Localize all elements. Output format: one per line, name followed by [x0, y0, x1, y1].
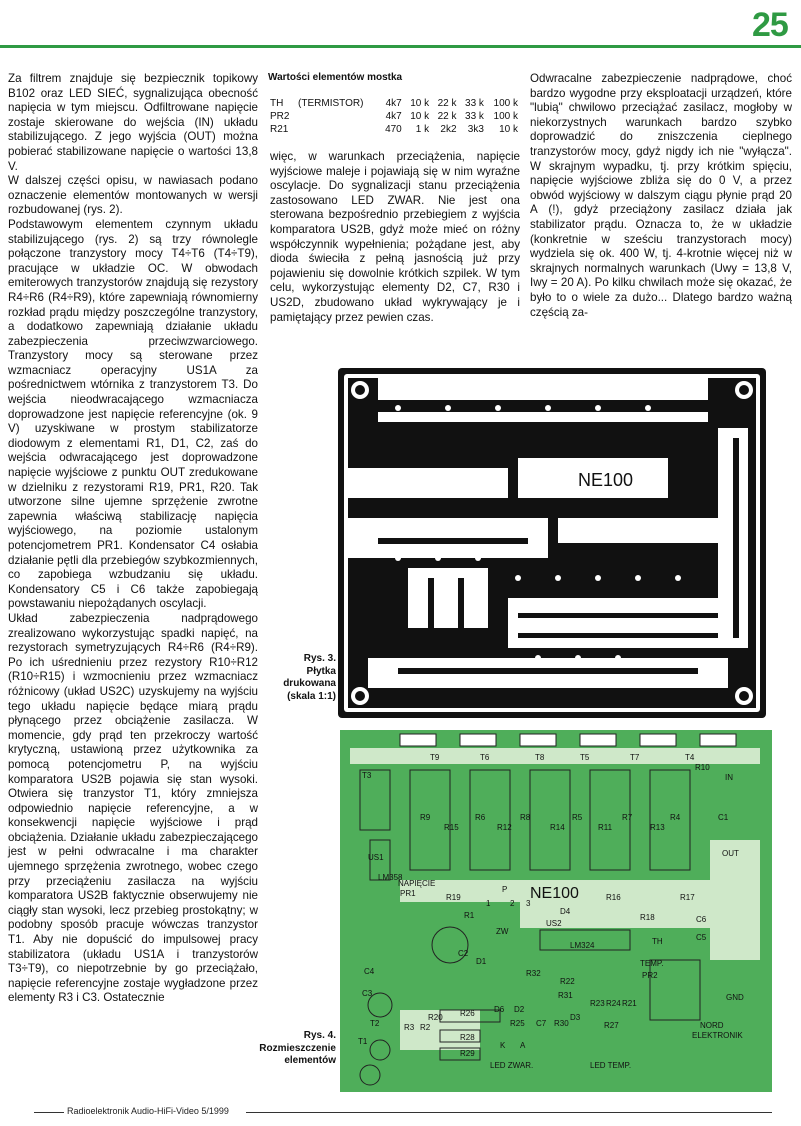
label-th: TH	[652, 937, 663, 946]
label-t3: T3	[362, 771, 372, 780]
component-layout-figure	[340, 730, 772, 1092]
label-r19: R19	[446, 893, 461, 902]
label-c5: C5	[696, 933, 707, 942]
label-r24: R24	[606, 999, 621, 1008]
layout-board-label: NE100	[530, 885, 579, 902]
cell: 4k7	[385, 111, 402, 122]
caption-line: elementów	[284, 1055, 336, 1066]
label-napiecie: NAPIĘCIE	[398, 879, 436, 888]
label-r17: R17	[680, 893, 695, 902]
label-t9: T9	[430, 753, 440, 762]
caption-line: drukowana	[283, 678, 336, 689]
cell: 10 k	[410, 98, 430, 109]
label-r10: R10	[695, 763, 710, 772]
cell: 2k2	[440, 124, 457, 135]
label-lm324: LM324	[570, 941, 595, 950]
label-r21: R21	[622, 999, 637, 1008]
label-in: IN	[725, 773, 733, 782]
label-r31: R31	[558, 991, 573, 1000]
paragraph: W dalszej części opisu, w nawiasach podano oznaczenie elementów montowanych w wersji rozbudowanej (rys. 2).	[8, 174, 258, 217]
paragraph: Układ zabezpieczenia nadprądowego zrealizowano wykorzystując spadki napięć, na rezystorach symetryzujących R4÷R6 (R4÷R9). Po ich uśrednieniu przez rezystory R10÷R12 (R10÷R15) i wzmocnieniu przez wzmacniacz różnicowy (układ US2C) uzyskujemy na wyjściu tego układu napięcie będące miarą prądu płynącego przez obciążenie zasilacza. W momencie, gdy prąd ten przekroczy wartość krytyczną, ustawioną przez użytkownika za pomocą potencjometru P, na wyjściu komparatora US2B pojawia się stan wysoki. Otwiera się tranzystor T1, który zmniejsza odpowiednio napięcie referencyjne, a w konsekwencji napięcie wyjściowe i prąd obciążenia. Działanie układu zabezpieczającego jest w pełni odwracalne i ma charakter ujemnego sprzężenia zwrotnego, wobec czego przy przeciążeniu zasilacza na wyjściu komparatora US2B faktycznie obserwujemy nie ciągły stan wysoki, lecz przebieg prostokątny; w podobny sposób pracuje wówczas tranzystor T1. Aby nie dopuścić do impulsowej pracy stabilizatora (układu US1A i tranzystorów T3÷T9), co niepotrzebnie by go przeciążało, napięcie referencyjne zostaje wygładzone przez elementy R3 i C3. Ostatecznie	[8, 611, 258, 1005]
footer: Radioelektronik Audio-HiFi-Video 5/1999	[67, 1106, 229, 1116]
cell: 10 k	[410, 111, 430, 122]
label-r2: R2	[420, 1023, 431, 1032]
label-r3: R3	[404, 1023, 415, 1032]
label-c1: C1	[718, 813, 729, 822]
label-r11: R11	[598, 823, 613, 832]
caption-line: Rys. 4.	[303, 1030, 336, 1041]
figure-4-caption	[250, 1030, 336, 1068]
label-out: OUT	[722, 849, 739, 858]
bridge-values-table	[268, 72, 520, 136]
table-row	[268, 123, 520, 136]
label-d2: D2	[514, 1005, 525, 1014]
label-r28: R28	[460, 1033, 475, 1042]
label-lm358: LM358	[378, 873, 403, 882]
label-nord: NORD	[700, 1021, 724, 1030]
cell: 100 k	[493, 111, 518, 122]
label-c7: C7	[536, 1019, 547, 1028]
label-r32: R32	[526, 969, 541, 978]
label-r7: R7	[622, 813, 633, 822]
label-r4: R4	[670, 813, 681, 822]
caption-line: (skala 1:1)	[287, 690, 336, 702]
label-r15: R15	[444, 823, 459, 832]
label-pin-2: 2	[510, 899, 515, 908]
text-column-3	[530, 72, 792, 320]
label-r30: R30	[554, 1019, 569, 1028]
page-number: 25	[752, 6, 788, 44]
values-table	[268, 97, 520, 136]
label-r13: R13	[650, 823, 665, 832]
footer-rule	[34, 1112, 64, 1113]
paragraph: Podstawowym elementem czynnym układu stabilizującego (rys. 2) są trzy równolegle połączone tranzystory mocy T4÷T6 (T4÷T9), pracujące w układzie OC. W obwodach emiterowych tranzystorów znajdują się rezystory R4÷R6 (R4÷R9), które zapewniają równomierny rozkład prądu między poszczególne tranzystory, a dodatkowo zapewniają działanie układu zabezpieczenia przeciwzwarciowego. Tranzystory mocy są sterowane przez wzmacniacz operacyjny US1A za pośrednictwem wtórnika z tranzystorem T3. Do wejścia nieodwracającego wzmacniacza doprowadzone jest napięcie referencyjne (ok. 9 V) uzyskiwane w prostym stabilizatorze diodowym z elementami R1, D1, C2, zaś do wejścia odwracającego jest doprowadzone napięcie wyjściowe z punktu OUT zredukowane w dzielniku z rezystorami R19, PR1, R20. Tak utworzone silne ujemne sprzężenie zwrotne zapewnia właściwą stabilizację napięcia wyjściowego, na poziomie ustalonym potencjometrem PR1. Kondensator C4 osłabia działanie pętli dla przebiegów szybkozmiennych, co zapobiega wzbudzaniu się układu. Kondensatory C5 i C6 także zapobiegają powstawaniu niepożądanych oscylacji.	[8, 217, 258, 611]
label-c4: C4	[364, 967, 375, 976]
label-pr1: PR1	[400, 889, 416, 898]
table-row	[268, 97, 520, 110]
label-d1: D1	[476, 957, 487, 966]
pcb-board-label: NE100	[578, 470, 634, 490]
label-r16: R16	[606, 893, 621, 902]
label-r5: R5	[572, 813, 583, 822]
label-r25: R25	[510, 1019, 525, 1028]
caption-line: Rys. 3.	[303, 653, 336, 664]
paragraph: Odwracalne zabezpieczenie nadprądowe, choć bardzo wygodne przy eksploatacji urządzeń, które "lubią" chwilowo przeciążać zasilacz, mogłoby w niekorzystnych warunkach bardzo szybko doprowadzić do zniszczenia cieplnego tranzystorów mocy, gdyż nigdy ich nie "wyłącza". W skrajnym wypadku, tj. przy krótkim spięciu, napięcie wyjściowe zbliża się do 0 V, a przez obwód wyjściowy w dalszym ciągu płynie prąd 20 A (!), gdyż przeciążony zasilacz działa jak stabilizator prądu. Oznacza to, że w układzie (konkretnie w sześciu tranzystorach mocy) wydziela się ok. 400 W, tj. 4-krotnie więcej niż w skrajnych normalnych warunkach (Uwy = 13,8 V, Iwy = 20 A). Po kilku chwilach może się okazać, że było to o wiele za dużo... Dlatego bardzo ważną częścią za-	[530, 72, 792, 319]
cell: TH	[270, 98, 284, 109]
label-t2: T2	[370, 1019, 380, 1028]
label-r1: R1	[464, 911, 475, 920]
label-r9: R9	[420, 813, 431, 822]
cell: 33 k	[465, 98, 484, 109]
label-t8: T8	[535, 753, 545, 762]
label-a: A	[520, 1041, 526, 1050]
cell: 3k3	[467, 124, 484, 135]
cell: 470	[385, 124, 402, 135]
paragraph: Za filtrem znajduje się bezpiecznik topikowy B102 oraz LED SIEĆ, sygnalizująca obecność napięcia w tym miejscu. Odfiltrowane napięcie zostaje skierowane do wejścia (IN) układu stabilizującego. Z jego wyjścia (OUT) można pobierać stabilizowane napięcie o wartości 13,8 V.	[8, 72, 258, 173]
label-zw: ZW	[496, 927, 509, 936]
pcb-trace-figure	[338, 368, 766, 718]
label-us1: US1	[368, 853, 384, 862]
label-r27: R27	[604, 1021, 619, 1030]
cell: 10 k	[499, 124, 518, 135]
label-r20: R20	[428, 1013, 443, 1022]
label-pin-1: 1	[486, 899, 491, 908]
label-p: P	[502, 885, 508, 894]
label-r22: R22	[560, 977, 575, 986]
paragraph: więc, w warunkach przeciążenia, napięcie wyjściowe maleje i pojawiają się w nim wyraźne oscylacje. Do sygnalizacji stanu przeciążenia zastosowano LED ZWAR. Nie jest ona sterowana bezpośrednio przebiegiem z wyjścia komparatora US2B, gdyż może mieć on różny współczynnik wypełnienia; pożądane jest, aby dioda świeciła z pełną jasnością już przy pojawieniu się dowolnie krótkich szpilek. W tym celu, wykorzystując elementy D2, C7, R30 i US2D, zbudowano układ wykrywający je i pamiętający przez pewien czas.	[270, 150, 520, 324]
label-r12: R12	[497, 823, 512, 832]
label-r29: R29	[460, 1049, 475, 1058]
cell: 33 k	[465, 111, 484, 122]
label-d6: D6	[494, 1005, 505, 1014]
label-r6: R6	[475, 813, 486, 822]
label-t4: T4	[685, 753, 695, 762]
cell: PR2	[270, 111, 290, 122]
cell: R21	[270, 124, 289, 135]
label-r23: R23	[590, 999, 605, 1008]
cell: 1 k	[415, 124, 430, 135]
cell	[296, 110, 379, 123]
cell	[296, 123, 379, 136]
label-d4: D4	[560, 907, 571, 916]
label-t6: T6	[480, 753, 490, 762]
header-rule	[0, 45, 801, 48]
label-r8: R8	[520, 813, 531, 822]
label-elektronik: ELEKTRONIK	[692, 1031, 743, 1040]
label-r26: R26	[460, 1009, 475, 1018]
label-r14: R14	[550, 823, 565, 832]
label-gnd: GND	[726, 993, 744, 1002]
text-column-2	[270, 150, 520, 325]
cell: (TERMISTOR)	[298, 98, 364, 109]
label-temp: TEMP.	[640, 959, 664, 968]
label-led-temp: LED TEMP.	[590, 1061, 632, 1070]
label-pr2: PR2	[642, 971, 658, 980]
label-c3: C3	[362, 989, 373, 998]
label-c6: C6	[696, 915, 707, 924]
label-k: K	[500, 1041, 506, 1050]
label-us2: US2	[546, 919, 562, 928]
caption-line: Płytka	[306, 665, 336, 677]
figure-3-caption	[270, 653, 336, 703]
label-led-zwar: LED ZWAR.	[490, 1061, 534, 1070]
label-t7: T7	[630, 753, 640, 762]
cell: 4k7	[385, 98, 402, 109]
footer-rule	[246, 1112, 772, 1113]
table-row	[268, 110, 520, 123]
label-r18: R18	[640, 913, 655, 922]
caption-line: Rozmieszczenie	[259, 1042, 336, 1054]
table-title: Wartości elementów mostka	[268, 72, 403, 83]
label-c2: C2	[458, 949, 469, 958]
text-column-1	[8, 72, 258, 1006]
label-t5: T5	[580, 753, 590, 762]
label-d3: D3	[570, 1013, 581, 1022]
label-pin-3: 3	[526, 899, 531, 908]
cell: 22 k	[437, 98, 457, 109]
cell: 100 k	[493, 98, 518, 109]
cell: 22 k	[437, 111, 457, 122]
label-t1: T1	[358, 1037, 368, 1046]
